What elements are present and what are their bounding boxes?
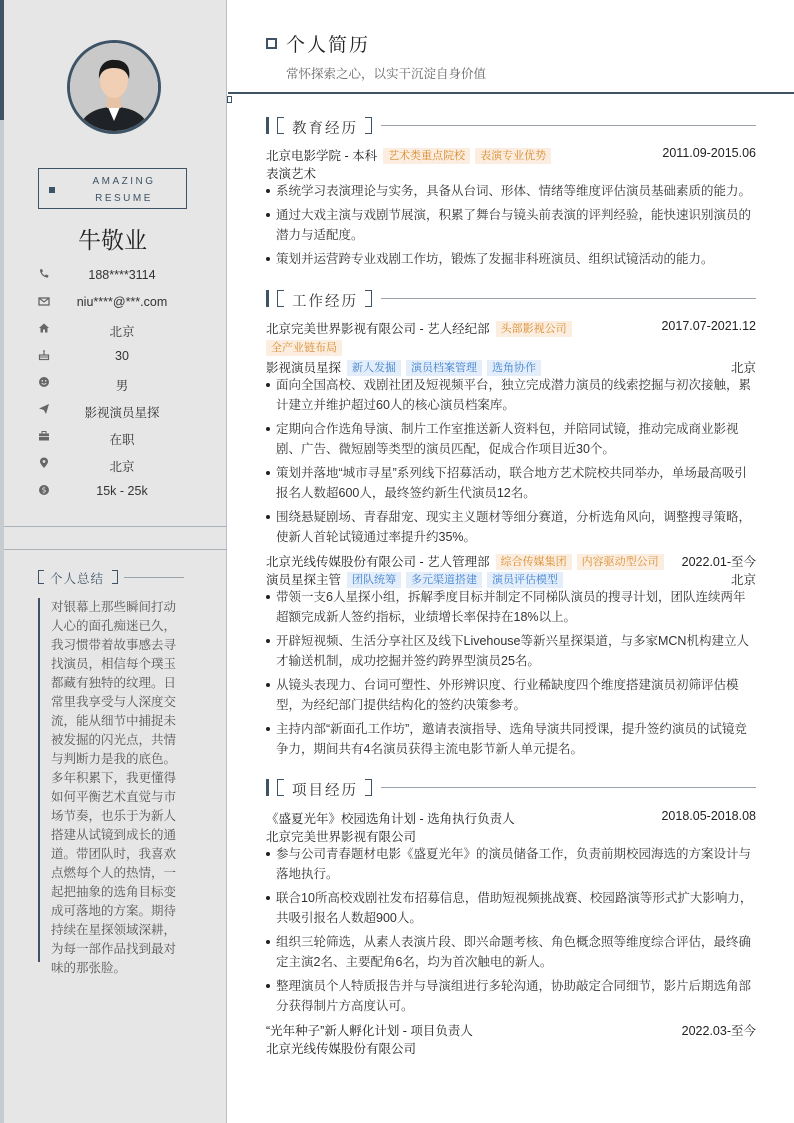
project-date: 2022.03-至今 [681, 1024, 756, 1038]
location-pin-icon [38, 457, 50, 469]
project-company-row [266, 1039, 756, 1057]
birthday-cake-icon [38, 349, 50, 361]
list-item: 组织三轮筛选，从素人表演片段、即兴命题考核、角色概念照等维度综合评估，最终确定主演2名、主要配角6名，均为首次触电的新人。 [266, 932, 756, 972]
education-major-row [266, 164, 756, 182]
info-phone [38, 267, 188, 285]
list-item: 整理演员个人特质报告并与导演组进行多轮沟通，协助敲定合同细节，影片后期选角部分获得制片方高度认可。 [266, 976, 756, 1016]
job-date: 2017.07-2021.12 [661, 319, 756, 333]
home-icon [38, 322, 50, 334]
job-header-row [266, 319, 756, 337]
list-item: 开辟短视频、生活分享社区及线下Livehouse等新兴星探渠道，与多家MCN机构建立人才输送机制，成功挖掘并签约跨界型演员25名。 [266, 631, 756, 671]
education-bullets [266, 181, 756, 273]
job-position-row [266, 570, 756, 588]
list-item: 参与公司青春题材电影《盛夏光年》的演员储备工作，负责前期校园海选的方案设计与落地执行。 [266, 844, 756, 884]
project-company: 北京光线传媒股份有限公司 [266, 1042, 417, 1056]
header-marker [227, 96, 232, 103]
info-text: 在职 [109, 433, 135, 447]
info-text: 15k - 25k [96, 484, 148, 498]
section-projects-heading [266, 779, 756, 797]
list-item: 策划并落地“城市寻星”系列线下招募活动，联合地方艺术院校共同举办，单场最高吸引报名人数超600人，最终签约新生代演员12名。 [266, 463, 756, 503]
info-text: 188****3114 [88, 268, 156, 282]
list-item: 从镜头表现力、台词可塑性、外形辨识度、行业稀缺度四个维度搭建演员初筛评估模型，为经纪部门提供结构化的签约决策参考。 [266, 675, 756, 715]
section-title: 工作经历 [292, 294, 358, 310]
education-tag: 表演专业优势 [475, 148, 551, 164]
list-item: 主持内部“新面孔工作坊”，邀请表演指导、选角导演共同授课，提升签约演员的试镜竞争力，期间共有4名演员获得主流电影节新人单元提名。 [266, 719, 756, 759]
info-home [38, 321, 188, 339]
avatar [67, 40, 161, 134]
skill-tag: 新人发掘 [347, 360, 401, 376]
money-icon [38, 484, 50, 496]
job-position: 演员星探主管 [266, 573, 342, 587]
info-text: 北京 [109, 460, 135, 474]
project-name: 《盛夏光年》校园选角计划 - 选角执行负责人 [266, 812, 515, 826]
sidebar-divider [4, 526, 227, 527]
school-name: 北京电影学院 - 本科 [266, 149, 378, 163]
info-text: 影视演员星探 [84, 406, 160, 420]
mail-icon [38, 295, 50, 307]
sidebar [0, 0, 227, 1123]
smile-face-icon [38, 376, 50, 388]
skill-tag: 选角协作 [487, 360, 541, 376]
info-status [38, 429, 188, 447]
job-header-row [266, 552, 756, 570]
project-header-row [266, 809, 756, 827]
job-tag: 全产业链布局 [266, 340, 342, 356]
job-city: 北京 [730, 573, 756, 587]
job-tag: 头部影视公司 [496, 321, 572, 337]
info-position [38, 402, 188, 420]
skill-tag: 多元渠道搭建 [406, 572, 482, 588]
header-divider [228, 92, 794, 94]
skill-tag: 团队统筹 [347, 572, 401, 588]
info-email [38, 294, 188, 312]
svg-text:$: $ [41, 485, 47, 495]
page-subtitle: 常怀探索之心，以实干沉淀自身价值 [286, 67, 487, 81]
info-text: 男 [115, 379, 129, 393]
summary-text: 对银幕上那些瞬间打动人心的面孔痴迷已久，我习惯带着故事感去寻找演员，相信每个璞玉都藏有独特的纹理。日常里我享受与人深度交流，能从细节中捕捉未被发掘的闪光点，共情与判断力是我的底色。多年积累下，我更懂得如何平衡艺术直觉与市场节奏，也乐于为新人搭建从试镜到成长的通道。带团队时，我喜欢点燃每个人的热情，一起把抽象的选角目标变成可落地的方案。期待持续在星探领域深耕，为每一部作品找到最对味的那张脸。 [38, 598, 186, 962]
info-text: niu****@***.com [76, 295, 168, 309]
skill-tag: 演员档案管理 [406, 360, 482, 376]
title-square-icon [266, 38, 277, 49]
section-title: 项目经历 [292, 783, 358, 799]
paper-plane-icon [38, 403, 50, 415]
list-item: 联合10所高校戏剧社发布招募信息，借助短视频挑战赛、校园路演等形式扩大影响力，共吸引报名人数超900人。 [266, 888, 756, 928]
job-city: 北京 [730, 361, 756, 375]
info-gender [38, 375, 188, 393]
job-position: 影视演员星探 [266, 361, 342, 375]
info-text: 30 [115, 349, 129, 363]
sidebar-edge-strip [0, 0, 4, 1123]
person-name: 牛敬业 [78, 227, 147, 253]
section-education-heading [266, 117, 756, 135]
project-company: 北京完美世界影视有限公司 [266, 830, 417, 844]
info-location [38, 456, 188, 474]
phone-icon [38, 268, 50, 280]
section-work-heading [266, 290, 756, 308]
info-salary [38, 483, 188, 501]
education-header-row [266, 146, 756, 164]
job-bullets [266, 375, 756, 551]
project-header-row [266, 1021, 756, 1039]
project-bullets [266, 844, 756, 1020]
project-date: 2018.05-2018.08 [661, 809, 756, 823]
summary-heading [38, 570, 188, 584]
job-position-row [266, 358, 756, 376]
list-item: 带领一支6人星探小组，拆解季度目标并制定不同梯队演员的搜寻计划，团队连续两年超额完成新人签约指标，业绩增长率保持在18%以上。 [266, 587, 756, 627]
job-date: 2022.01-至今 [681, 555, 756, 569]
sidebar-edge-accent [0, 0, 4, 120]
job-company: 北京完美世界影视有限公司 - 艺人经纪部 [266, 322, 490, 336]
amazing-resume-badge [38, 168, 187, 209]
badge-line-2: RESUME [95, 193, 153, 204]
job-tag: 内容驱动型公司 [577, 554, 664, 570]
info-age [38, 348, 188, 366]
badge-square-icon [49, 187, 55, 193]
list-item: 系统学习表演理论与实务，具备从台词、形体、情绪等维度评估演员基础素质的能力。 [266, 181, 756, 201]
page-title: 个人简历 [286, 35, 371, 56]
list-item: 策划并运营跨专业戏剧工作坊，锻炼了发掘非科班演员、组织试镜活动的能力。 [266, 249, 756, 269]
education-date: 2011.09-2015.06 [662, 146, 756, 160]
project-name: “光年种子”新人孵化计划 - 项目负责人 [266, 1024, 473, 1038]
summary-title: 个人总结 [50, 572, 105, 586]
sidebar-divider [4, 549, 227, 550]
list-item: 围绕悬疑剧场、青春甜宠、现实主义题材等细分赛道，分析选角风向，调整搜寻策略，使新人首轮试镜通过率提升约35%。 [266, 507, 756, 547]
list-item: 通过大戏主演与戏剧节展演，积累了舞台与镜头前表演的评判经验，能快速识别演员的潜力与适配度。 [266, 205, 756, 245]
project-company-row [266, 827, 756, 845]
job-bullets [266, 587, 756, 763]
info-text: 北京 [109, 325, 135, 339]
skill-tag: 演员评估模型 [487, 572, 563, 588]
job-company: 北京光线传媒股份有限公司 - 艺人管理部 [266, 555, 490, 569]
briefcase-icon [38, 430, 50, 442]
list-item: 定期向合作选角导演、制片工作室推送新人资料包，并陪同试镜，推动完成商业影视剧、广告、微短剧等类型的演员匹配，促成合作项目近30个。 [266, 419, 756, 459]
section-title: 教育经历 [292, 121, 358, 137]
education-tag: 艺术类重点院校 [383, 148, 470, 164]
list-item: 面向全国高校、戏剧社团及短视频平台，独立完成潜力演员的线索挖掘与初次接触，累计建立并维护超过60人的核心演员档案库。 [266, 375, 756, 415]
badge-line-1: AMAZING [92, 176, 156, 187]
major: 表演艺术 [266, 167, 317, 181]
job-tag: 综合传媒集团 [496, 554, 572, 570]
